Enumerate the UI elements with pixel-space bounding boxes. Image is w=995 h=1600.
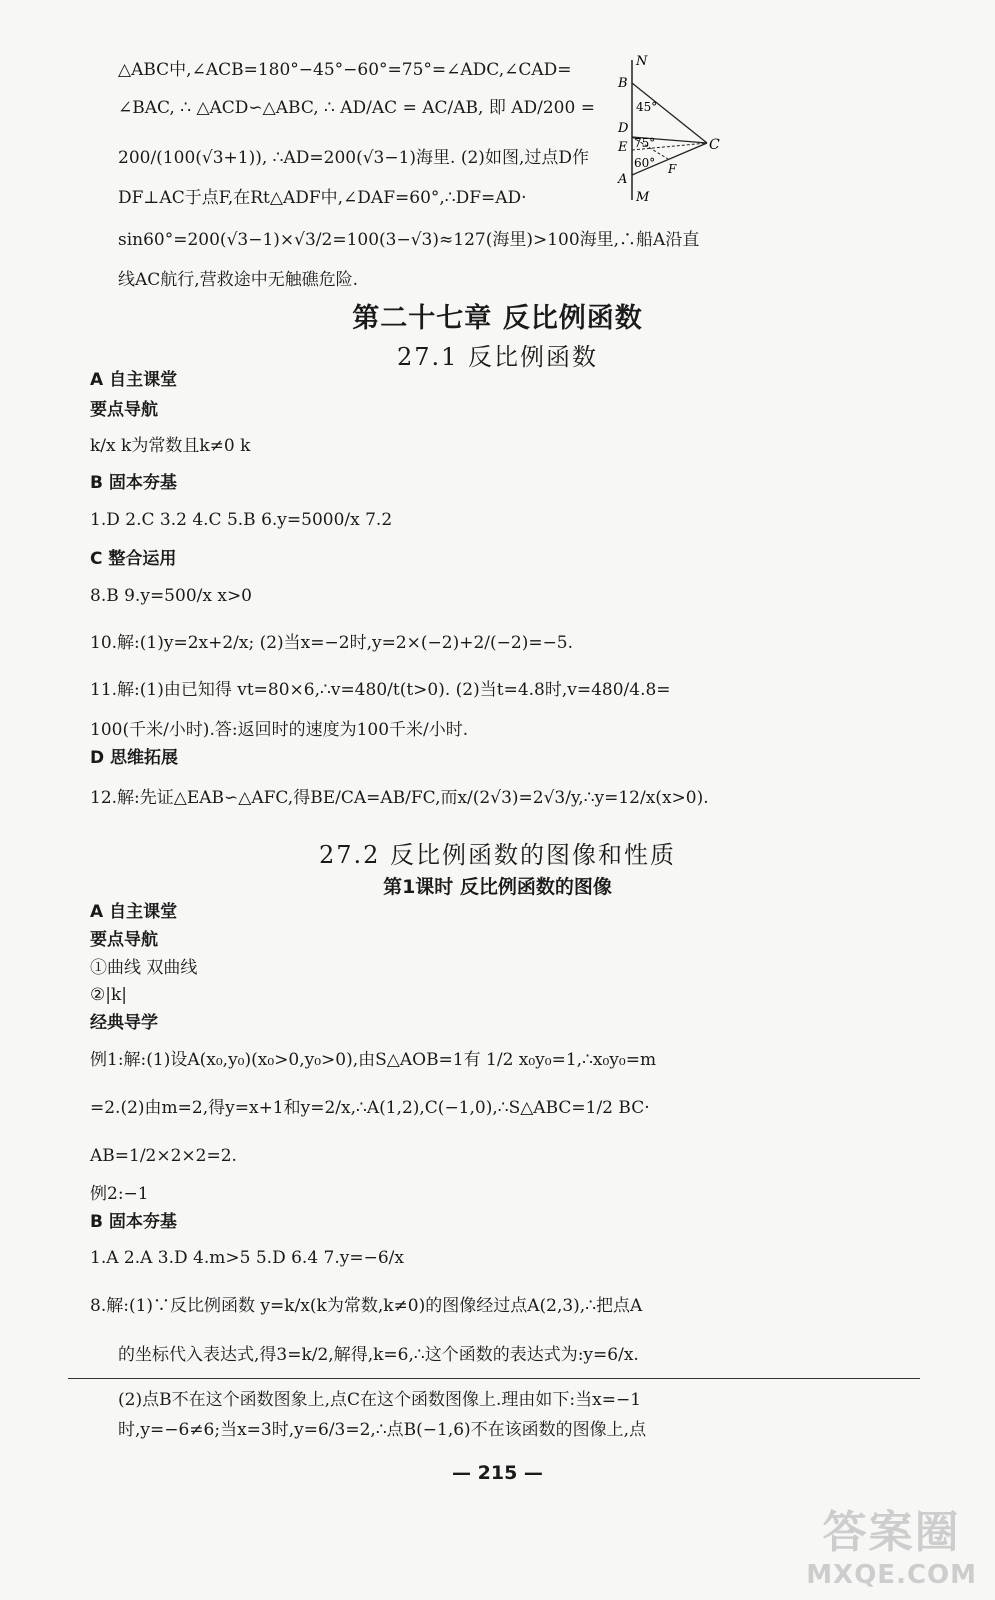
answer-line: (2)点B不在这个函数图象上,点C在这个函数图像上.理由如下:当x=−1: [118, 1390, 642, 1410]
answer-line: ②|k|: [90, 985, 127, 1005]
label-A: A: [618, 172, 628, 187]
answer-line: 10.解:(1)y=2x+2/x; (2)当x=−2时,y=2×(−2)+2/(−2)=−5.: [90, 633, 574, 653]
text-line: ∠BAC, ∴ △ACD∽△ABC, ∴ AD/AC = AC/AB, 即 AD/200 =: [118, 98, 595, 118]
answer-line: =2.(2)由m=2,得y=x+1和y=2/x,∴A(1,2),C(−1,0),∴S△ABC=1/2 BC·: [90, 1098, 650, 1118]
label-B: B: [618, 76, 628, 91]
angle-60: 60°: [634, 156, 656, 170]
text-line: △ABC中,∠ACB=180°−45°−60°=75°=∠ADC,∠CAD=: [118, 60, 572, 80]
answer-line: k/x k为常数且k≠0 k: [90, 436, 251, 456]
divider: [68, 1378, 920, 1379]
answer-line: 的坐标代入表达式,得3=k/2,解得,k=6,∴这个函数的表达式为:y=6/x.: [118, 1345, 639, 1365]
answer-line: AB=1/2×2×2=2.: [90, 1146, 237, 1166]
section-title: 27.2 反比例函数的图像和性质: [318, 841, 677, 869]
section-label: A 自主课堂: [90, 370, 178, 390]
answer-line: 8.B 9.y=500/x x>0: [90, 586, 252, 606]
answer-line: 例1:解:(1)设A(x₀,y₀)(x₀>0,y₀>0),由S△AOB=1有 1/2 x₀y₀=1,∴x₀y₀=m: [90, 1050, 657, 1070]
answer-line: 1.D 2.C 3.2 4.C 5.B 6.y=5000/x 7.2: [90, 510, 393, 530]
answer-line: 时,y=−6≠6;当x=3时,y=6/3=2,∴点B(−1,6)不在该函数的图像上,点: [118, 1420, 647, 1440]
section-label: C 整合运用: [90, 549, 177, 569]
section-label: B 固本夯基: [90, 1212, 177, 1232]
answer-line: 12.解:先证△EAB∽△AFC,得BE/CA=AB/FC,而x/(2√3)=2√3/y,∴y=12/x(x>0).: [90, 788, 709, 808]
answer-line: 11.解:(1)由已知得 vt=80×6,∴v=480/t(t>0). (2)当t=4.8时,v=480/4.8=: [90, 680, 671, 700]
section-label: 经典导学: [90, 1013, 158, 1033]
watermark: [806, 1496, 977, 1590]
label-D: D: [618, 121, 629, 136]
label-E: E: [618, 140, 628, 155]
answer-line: 1.A 2.A 3.D 4.m>5 5.D 6.4 7.y=−6/x: [90, 1248, 404, 1268]
text-line: sin60°=200(√3−1)×√3/2=100(3−√3)≈127(海里)>100海里,∴船A沿直: [118, 230, 700, 250]
text-line: 200/(100(√3+1)), ∴AD=200(√3−1)海里. (2)如图,过点D作: [118, 148, 589, 168]
watermark-url: MXQE.COM: [806, 1560, 977, 1590]
section-label: D 思维拓展: [90, 748, 179, 768]
answer-line: 例2:−1: [90, 1184, 149, 1204]
page-number: — 215 —: [452, 1462, 543, 1484]
label-F: F: [668, 162, 677, 176]
text-line: 线AC航行,营救途中无触礁危险.: [118, 270, 359, 290]
label-N: N: [636, 55, 648, 69]
answer-line: ①曲线 双曲线: [90, 958, 198, 978]
angle-45: 45°: [636, 100, 658, 114]
text-line: DF⊥AC于点F,在Rt△ADF中,∠DAF=60°,∴DF=AD·: [118, 188, 527, 208]
section-label: 要点导航: [90, 930, 158, 950]
lesson-title: 第1课时 反比例函数的图像: [383, 876, 612, 898]
watermark-text: 答案圈: [822, 1507, 961, 1558]
section-label: B 固本夯基: [90, 473, 177, 493]
label-M: M: [636, 190, 650, 205]
label-C: C: [709, 137, 720, 153]
geometry-figure: [612, 55, 722, 205]
section-title: 27.1 反比例函数: [396, 343, 599, 371]
answer-line: 8.解:(1)∵反比例函数 y=k/x(k为常数,k≠0)的图像经过点A(2,3),∴把点A: [90, 1296, 643, 1316]
answer-line: 100(千米/小时).答:返回时的速度为100千米/小时.: [90, 720, 469, 740]
angle-75: 75°: [634, 136, 656, 150]
section-label: 要点导航: [90, 400, 158, 420]
section-label: A 自主课堂: [90, 902, 178, 922]
chapter-title: 第二十七章 反比例函数: [352, 303, 643, 334]
